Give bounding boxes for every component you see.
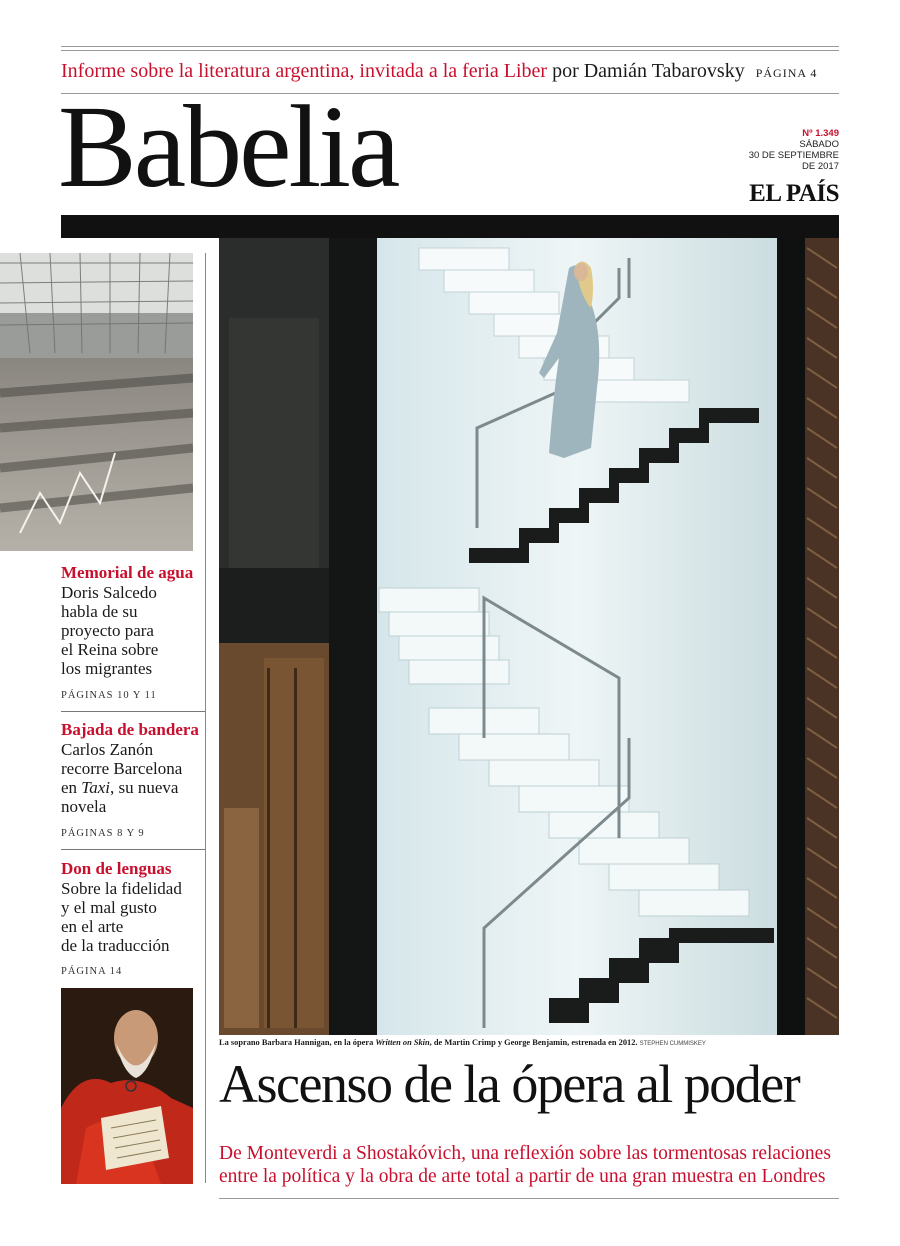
sidebar-item-line: novela [61, 797, 107, 816]
top-teaser-text: Informe sobre la literatura argentina, invitada a la feria Liber [61, 60, 548, 82]
sidebar-item-line: recorre Barcelona [61, 759, 183, 778]
photo-credit: STEPHEN CUMMISKEY [639, 1041, 706, 1047]
top-teaser-page: PÁGINA 4 [755, 66, 818, 80]
sidebar-item-line: habla de su [61, 602, 138, 621]
sidebar-item-page: PÁGINAS 10 Y 11 [61, 690, 157, 701]
brand-logo[interactable]: EL PAÍS [749, 180, 839, 207]
main-headline[interactable]: Ascenso de la ópera al poder [219, 1054, 800, 1114]
sidebar-item-title: Bajada de bandera [61, 720, 199, 739]
issue-date: 30 DE SEPTIEMBRE [748, 150, 839, 161]
sidebar-separator [61, 849, 205, 850]
sidebar-item-line: de la traducción [61, 936, 170, 955]
deck-line: entre la política y la obra de arte total a partir de una gran muestra en Londres [219, 1166, 826, 1187]
caption-opera-title: Written on Skin [375, 1038, 430, 1047]
sidebar-item-page: PÁGINAS 8 Y 9 [61, 828, 145, 839]
top-rule [61, 46, 839, 47]
sidebar-item-memorial[interactable] [61, 563, 201, 678]
book-title: Taxi [81, 778, 110, 797]
sidebar-item-lenguas[interactable] [61, 859, 201, 955]
sidebar-item-line [61, 778, 201, 797]
sidebar-photo-saint-jerome[interactable] [61, 988, 193, 1184]
issue-day: SÁBADO [799, 139, 839, 150]
sidebar-photo-crystal-palace[interactable] [0, 253, 193, 551]
sidebar-item-line: Sobre la fidelidad [61, 879, 182, 898]
line-suffix: , su nueva [109, 778, 179, 797]
main-deck [219, 1142, 849, 1188]
issue-year: DE 2017 [802, 161, 839, 172]
sidebar-item-line: proyecto para [61, 621, 154, 640]
masthead-black-bar [61, 215, 839, 238]
issue-number: Nº 1.349 [802, 128, 839, 139]
sidebar-item-line: el Reina sobre [61, 640, 159, 659]
caption-prefix: La soprano Barbara Hannigan, en la ópera [219, 1038, 376, 1047]
sidebar-item-page: PÁGINA 14 [61, 966, 123, 977]
sidebar-item-line: Carlos Zanón [61, 740, 154, 759]
sidebar-item-title: Memorial de agua [61, 563, 194, 582]
top-teaser-author: por Damián Tabarovsky [552, 60, 745, 82]
masthead-title: Babelia [58, 81, 398, 212]
issue-info [749, 128, 839, 172]
photo-caption [219, 1038, 839, 1047]
sidebar-item-line: y el mal gusto [61, 898, 157, 917]
sidebar-item-line: los migrantes [61, 659, 153, 678]
sidebar-separator [61, 711, 205, 712]
sidebar-item-title: Don de lenguas [61, 859, 172, 878]
bottom-rule [219, 1198, 839, 1199]
sidebar-item-line: en el arte [61, 917, 124, 936]
top-rule-2 [61, 50, 839, 51]
main-photo-staircase[interactable] [219, 238, 839, 1035]
sidebar-divider [205, 253, 206, 1183]
top-teaser[interactable] [61, 60, 839, 83]
sidebar-item-bajada[interactable] [61, 720, 201, 816]
deck-line: De Monteverdi a Shostakóvich, una reflexión sobre las tormentosas relaciones [219, 1143, 831, 1164]
sidebar-item-line: Doris Salcedo [61, 583, 157, 602]
line-prefix: en [61, 778, 82, 797]
caption-suffix: , de Martin Crimp y George Benjamin, estrenada en 2012. [429, 1038, 638, 1047]
